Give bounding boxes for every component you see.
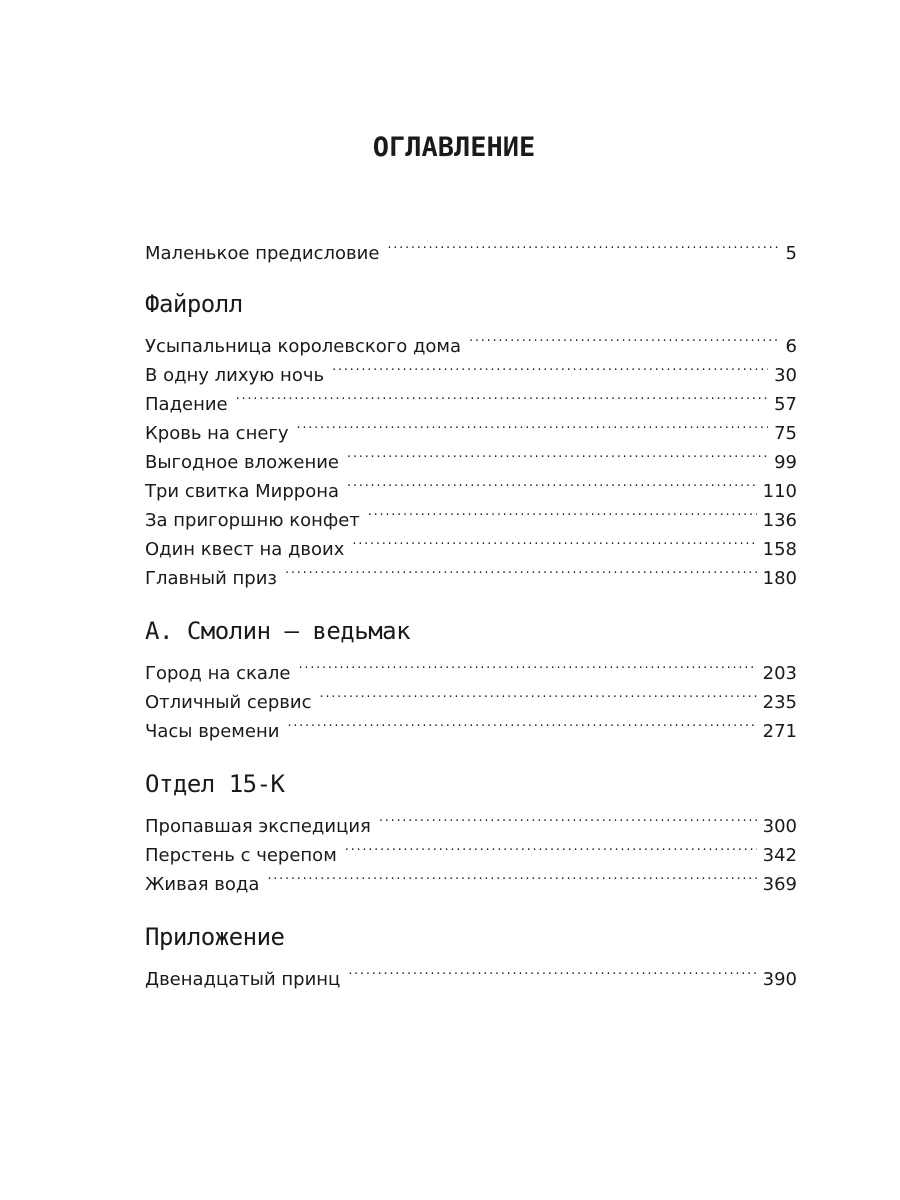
toc-title: ОГЛАВЛЕНИЕ — [372, 132, 536, 163]
dot-leader — [236, 381, 768, 410]
toc-entry-page: 271 — [762, 721, 797, 742]
toc-entry-label: Усыпальница королевского дома — [145, 336, 462, 357]
toc-entry-page: 342 — [762, 845, 797, 866]
toc-entry-label: Живая вода — [145, 874, 260, 895]
toc-entry-page: 158 — [762, 539, 797, 560]
toc-entry-page: 300 — [762, 816, 797, 837]
toc-entry-page: 369 — [762, 874, 797, 895]
section-title: Приложение — [145, 923, 285, 951]
toc-entry-label: Отличный сервис — [145, 692, 312, 713]
dot-leader — [352, 526, 756, 555]
toc-section — [145, 920, 797, 990]
toc-entry-label: Один квест на двоих — [145, 539, 345, 560]
toc-entry-label: Маленькое предисловие — [145, 243, 380, 264]
dot-leader — [387, 230, 779, 259]
toc-entry-page: 203 — [762, 663, 797, 684]
toc-entry-label: Город на скале — [145, 663, 291, 684]
dot-leader — [299, 650, 757, 679]
toc-entry-label: Главный приз — [145, 568, 277, 589]
toc-entry-label: В одну лихую ночь — [145, 365, 325, 386]
toc-entry — [145, 381, 797, 415]
table-of-contents — [145, 230, 797, 1015]
toc-section — [145, 614, 797, 742]
dot-leader — [287, 708, 756, 737]
toc-entry — [145, 650, 797, 684]
section-title: Файролл — [145, 290, 243, 318]
dot-leader — [469, 323, 780, 352]
toc-entry — [145, 956, 797, 990]
toc-entry-page: 110 — [762, 481, 797, 502]
toc-entry-page: 99 — [774, 452, 797, 473]
dot-leader — [345, 832, 757, 861]
dot-leader — [368, 497, 757, 526]
toc-entry-page: 57 — [774, 394, 797, 415]
toc-section — [145, 287, 797, 589]
toc-section — [145, 767, 797, 895]
section-title: А. Смолин – ведьмак — [145, 617, 411, 645]
toc-entry-label: Три свитка Миррона — [145, 481, 340, 502]
toc-entry-page: 390 — [762, 969, 797, 990]
toc-entry-label: Кровь на снегу — [145, 423, 289, 444]
dot-leader — [285, 555, 757, 584]
dot-leader — [348, 956, 756, 985]
dot-leader — [320, 679, 757, 708]
toc-entry-page: 5 — [785, 243, 797, 264]
toc-entry-page: 75 — [774, 423, 797, 444]
dot-leader — [379, 803, 757, 832]
dot-leader — [267, 861, 756, 890]
toc-entry-page: 235 — [762, 692, 797, 713]
dot-leader — [347, 439, 768, 468]
toc-entry-label: Перстень с черепом — [145, 845, 337, 866]
toc-entry-label: Выгодное вложение — [145, 452, 340, 473]
toc-entry-label: За пригоршню конфет — [145, 510, 360, 531]
toc-entry-intro — [145, 230, 797, 264]
toc-entry-page: 6 — [785, 336, 797, 357]
toc-entry-page: 30 — [774, 365, 797, 386]
toc-entry-page: 136 — [762, 510, 797, 531]
section-title: Отдел 15-К — [145, 770, 285, 798]
toc-entry — [145, 803, 797, 837]
toc-entry-label: Падение — [145, 394, 228, 415]
dot-leader — [297, 410, 769, 439]
toc-entry — [145, 410, 797, 444]
toc-entry-page: 180 — [762, 568, 797, 589]
dot-leader — [347, 468, 757, 497]
toc-entry-label: Пропавшая экспедиция — [145, 816, 371, 837]
toc-entry-label: Часы времени — [145, 721, 280, 742]
toc-entry-label: Двенадцатый принц — [145, 969, 341, 990]
dot-leader — [332, 352, 768, 381]
toc-entry — [145, 323, 797, 357]
